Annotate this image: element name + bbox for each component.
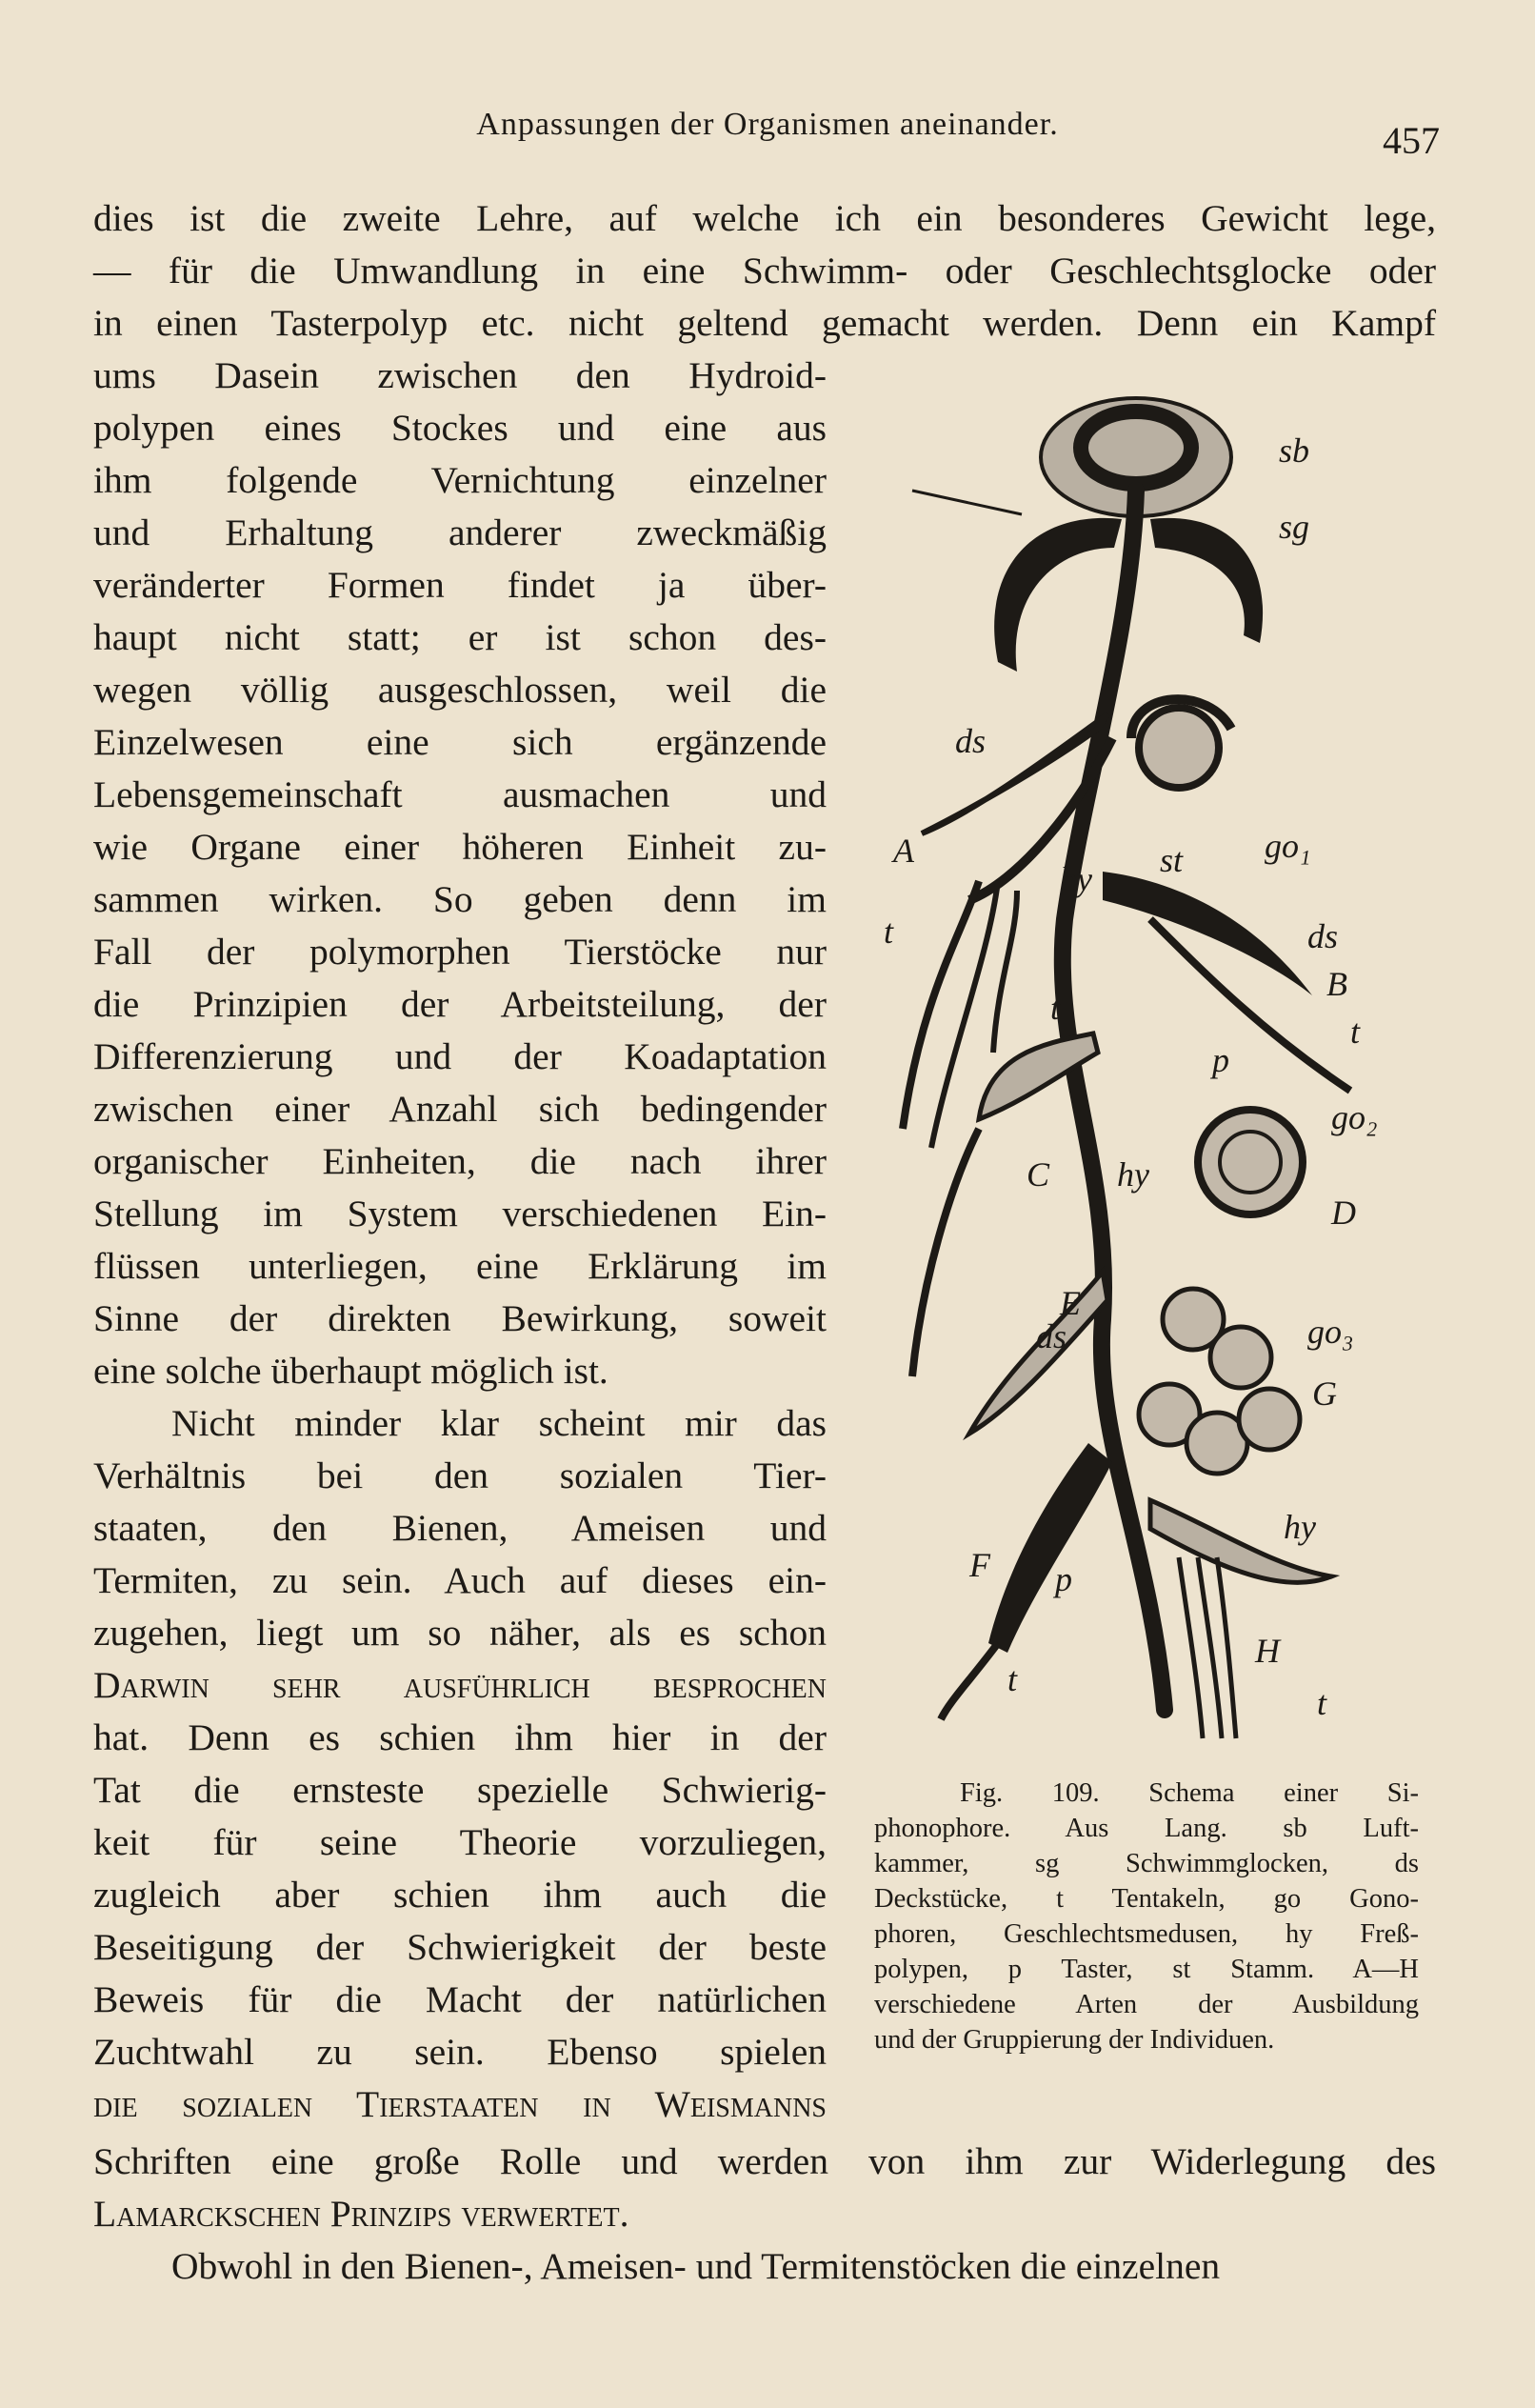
text-line: Zuchtwahl zu sein. Ebenso spielen	[93, 2031, 827, 2073]
text-line: Differenzierung und der Koadaptation	[93, 1035, 827, 1077]
tentacle-H	[1179, 1557, 1236, 1738]
text-line: — für die Umwandlung in eine Schwimm- oder Geschlechtsglocke oder	[93, 250, 1436, 291]
figure-label-ds: ds	[1307, 917, 1339, 955]
figure-label-ds: ds	[955, 722, 987, 760]
text-line: wegen völlig ausgeschlossen, weil die	[93, 669, 827, 711]
text-line: in einen Tasterpolyp etc. nicht geltend gemacht werden. Denn ein Kampf	[93, 302, 1436, 344]
figure-caption	[874, 1776, 1419, 2057]
text-line: keit für seine Theorie vorzuliegen,	[93, 1821, 827, 1863]
text-line: Lamarckschen Prinzips verwertet.	[93, 2193, 629, 2235]
text-line: Nicht minder klar scheint mir das	[171, 1402, 827, 1444]
text-line: Beseitigung der Schwierigkeit der beste	[93, 1926, 827, 1968]
figure-label-p: p	[1055, 1560, 1072, 1598]
gonophore-go3	[1210, 1327, 1271, 1388]
text-line: veränderter Formen findet ja über-	[93, 564, 827, 606]
text-line: Termiten, zu sein. Auch auf dieses ein-	[93, 1559, 827, 1601]
text-line: hat. Denn es schien ihm hier in der	[93, 1716, 827, 1758]
text-line: die sozialen Tierstaaten in Weismanns	[93, 2083, 827, 2125]
tentacle-C	[912, 1129, 979, 1376]
text-line: Obwohl in den Bienen-, Ameisen- und Termitenstöcken die einzelnen	[171, 2245, 1221, 2287]
figure-label-H: H	[1255, 1632, 1280, 1670]
body-text-top	[93, 192, 1436, 350]
tentacle-F	[941, 1643, 998, 1719]
gonophore-go1	[1139, 708, 1219, 788]
figure-label-go1: go₁	[1265, 827, 1311, 865]
running-title: Anpassungen der Organismen aneinander.	[476, 107, 1059, 142]
text-line: organischer Einheiten, die nach ihrer	[93, 1140, 827, 1182]
text-line: Sinne der direkten Bewirkung, soweit	[93, 1297, 827, 1339]
caption-line: verschiedene Arten der Ausbildung	[874, 1990, 1419, 2019]
text-line: Lebensgemeinschaft ausmachen und	[93, 773, 827, 815]
tentacle-t	[993, 891, 1017, 1053]
text-line: haupt nicht statt; er ist schon des-	[93, 616, 827, 658]
swimming-bell-right	[1150, 518, 1263, 643]
pointer-line	[912, 491, 1022, 514]
text-line: wie Organe einer höheren Einheit zu-	[93, 826, 827, 868]
figure-label-sb: sb	[1279, 431, 1310, 470]
text-line: Schriften eine große Rolle und werden von ihm zur Widerlegung des	[93, 2140, 1436, 2182]
figure-label-go2: go₂	[1331, 1098, 1378, 1136]
text-line: Tat die ernsteste spezielle Schwierig-	[93, 1769, 827, 1811]
page-number: 457	[1383, 119, 1440, 162]
figure-label-hy: hy	[1284, 1508, 1316, 1546]
figure-label-t: t	[1317, 1684, 1327, 1722]
text-line: flüssen unterliegen, eine Erklärung im	[93, 1245, 827, 1287]
figure-label-F: F	[969, 1546, 990, 1584]
body-text-bottom	[93, 2136, 1436, 2293]
figure-label-hy: hy	[1060, 860, 1092, 898]
text-line: zugleich aber schien ihm auch die	[93, 1874, 827, 1916]
figure-label-t: t	[1007, 1660, 1018, 1698]
text-line: Darwin sehr ausführlich besprochen	[93, 1664, 827, 1706]
text-line: zwischen einer Anzahl sich bedingender	[93, 1088, 827, 1130]
text-line: Einzelwesen eine sich ergänzende	[93, 721, 827, 763]
text-line: Stellung im System verschiedenen Ein-	[93, 1193, 827, 1234]
text-line: Verhältnis bei den sozialen Tier-	[93, 1455, 827, 1496]
figure-label-sg: sg	[1279, 508, 1310, 546]
figure-label-go3: go₃	[1307, 1313, 1354, 1351]
text-line: eine solche überhaupt möglich ist.	[93, 1350, 608, 1392]
figure-label-E: E	[1060, 1284, 1081, 1322]
figure-label-t: t	[1050, 989, 1061, 1027]
caption-line: phoren, Geschlechtsmedusen, hy Freß-	[874, 1919, 1419, 1949]
caption-line: polypen, p Taster, st Stamm. A—H	[874, 1955, 1419, 1984]
polyp-F	[988, 1443, 1112, 1653]
text-line: polypen eines Stockes und eine aus	[93, 407, 827, 449]
page-header	[95, 107, 1440, 164]
figure-label-t: t	[1350, 1013, 1361, 1051]
figure-label-D: D	[1331, 1194, 1356, 1232]
figure-label-B: B	[1326, 965, 1347, 1003]
figure-label-p: p	[1212, 1041, 1229, 1079]
figure-label-t: t	[884, 913, 894, 951]
text-line: staaten, den Bienen, Ameisen und	[93, 1507, 827, 1549]
text-line: Beweis für die Macht der natürlichen	[93, 1978, 827, 2020]
caption-line: Fig. 109. Schema einer Si-	[960, 1778, 1419, 1808]
caption-line: Deckstücke, t Tentakeln, go Gono-	[874, 1884, 1419, 1914]
figure-label-st: st	[1160, 841, 1184, 879]
gonophore-go2	[1198, 1110, 1303, 1214]
caption-line: phonophore. Aus Lang. sb Luft-	[874, 1814, 1419, 1843]
text-line: sammen wirken. So geben denn im	[93, 878, 827, 920]
siphonophore-figure	[865, 386, 1436, 1767]
text-line: zugehen, liegt um so näher, als es schon	[93, 1612, 827, 1654]
figure-label-G: G	[1312, 1375, 1337, 1413]
text-line: dies ist die zweite Lehre, auf welche ich ein besonderes Gewicht lege,	[93, 197, 1436, 239]
caption-line: und der Gruppierung der Individuen.	[874, 2025, 1275, 2055]
swimming-bell-left	[994, 518, 1122, 672]
figure-label-hy: hy	[1117, 1155, 1149, 1194]
text-line: die Prinzipien der Arbeitsteilung, der	[93, 983, 827, 1025]
text-line: ums Dasein zwischen den Hydroid-	[93, 354, 827, 396]
text-line: ihm folgende Vernichtung einzelner	[93, 459, 827, 501]
figure-label-C: C	[1027, 1155, 1050, 1194]
caption-line: kammer, sg Schwimmglocken, ds	[874, 1849, 1419, 1878]
figure-label-ds: ds	[1036, 1317, 1067, 1355]
text-line: Fall der polymorphen Tierstöcke nur	[93, 931, 827, 973]
gonophore-go3	[1239, 1389, 1300, 1450]
figure-label-A: A	[893, 832, 914, 870]
text-line: und Erhaltung anderer zweckmäßig	[93, 512, 827, 553]
